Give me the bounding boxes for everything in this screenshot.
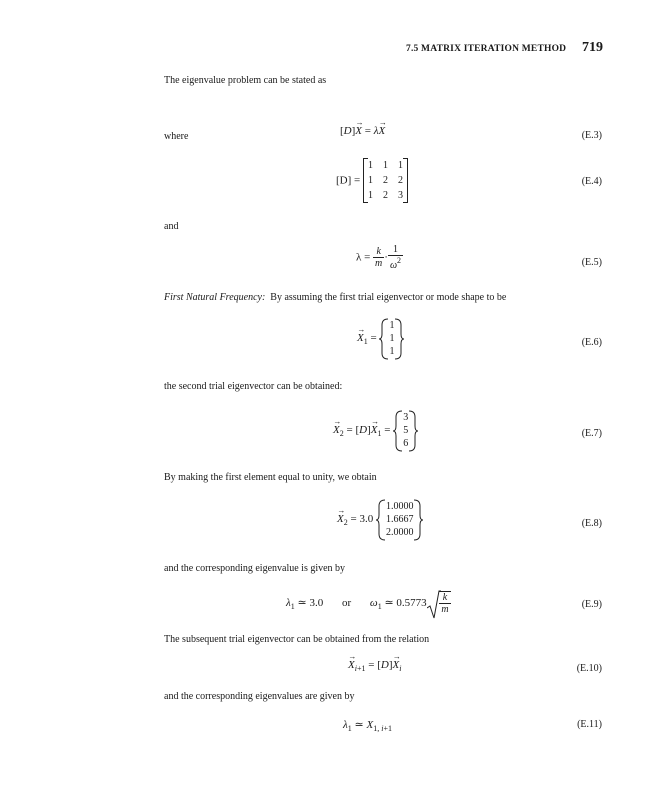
page-number: 719 <box>582 40 603 55</box>
paragraph-corresponding-eigenvalues: and the corresponding eigenvalues are given by <box>164 691 355 702</box>
vector-x1: 1 1 1 <box>379 318 404 359</box>
equation-e5: λ = $\frac{k}{m}$ · $\frac{1}{\omega^2}$ <box>356 244 402 271</box>
paragraph-first-natural-frequency: First Natural Frequency: By assuming the first trial eigenvector or mode shape to be <box>164 292 507 303</box>
equation-e10: X → $_{i+1}$ = [D]X → $_i$ <box>348 652 402 673</box>
running-header-title: 7.5 MATRIX ITERATION METHOD <box>406 44 567 54</box>
equation-number-e9: (E.9) <box>581 599 602 610</box>
equation-number-e10: (E.10) <box>576 663 602 674</box>
equation-e7: X → $_2$ = [D]X → $_1$ = 3 5 6 <box>333 410 418 451</box>
equation-number-e3: (E.3) <box>581 130 602 141</box>
equation-number-e4: (E.4) <box>581 176 602 187</box>
paragraph-and: and <box>164 221 179 232</box>
equation-e4 <box>336 158 408 203</box>
matrix-d: 1 1 1 1 2 2 1 2 3 <box>363 158 408 203</box>
equation-number-e6: (E.6) <box>581 337 602 348</box>
sqrt-k-over-m: $\frac{k}{m}$ <box>429 592 450 615</box>
paragraph-second-trial: the second trial eigenvector can be obtained: <box>164 381 343 392</box>
equation-number-e5: (E.5) <box>581 257 602 268</box>
vector-x2: 3 5 6 <box>393 410 418 451</box>
vector-x2-normalized: 1.0000 1.6667 2.0000 <box>376 499 424 540</box>
equation-e6: X → $_1$ = 1 1 1 <box>357 318 404 359</box>
equation-e11: $\lambda_1$ ≃ $X_{1, i+1}$ <box>343 719 392 733</box>
paragraph-subsequent-trial: The subsequent trial eigenvector can be obtained from the relation <box>164 634 430 645</box>
equation-e9: $\lambda_1$ ≃ 3.0 or $\omega_1$ ≃ 0.5773 $\frac{k}{m}$ <box>286 592 451 615</box>
paragraph-eigenvalue-problem: The eigenvalue problem can be stated as <box>164 75 327 86</box>
equation-number-e11: (E.11) <box>577 719 602 730</box>
equation-e8: X → $_2$ = 3.0 1.0000 1.6667 2.0000 <box>337 499 423 540</box>
paragraph-first-element-unity: By making the first element equal to unity, we obtain <box>164 472 377 483</box>
paragraph-corresponding-eigenvalue: and the corresponding eigenvalue is given by <box>164 563 346 574</box>
paragraph-where: where <box>164 131 189 142</box>
equation-number-e7: (E.7) <box>581 428 602 439</box>
equation-number-e8: (E.8) <box>581 518 602 529</box>
matrix-d-label: [D] = <box>336 174 361 187</box>
equation-e3: [D]X → = λX → <box>340 118 387 137</box>
